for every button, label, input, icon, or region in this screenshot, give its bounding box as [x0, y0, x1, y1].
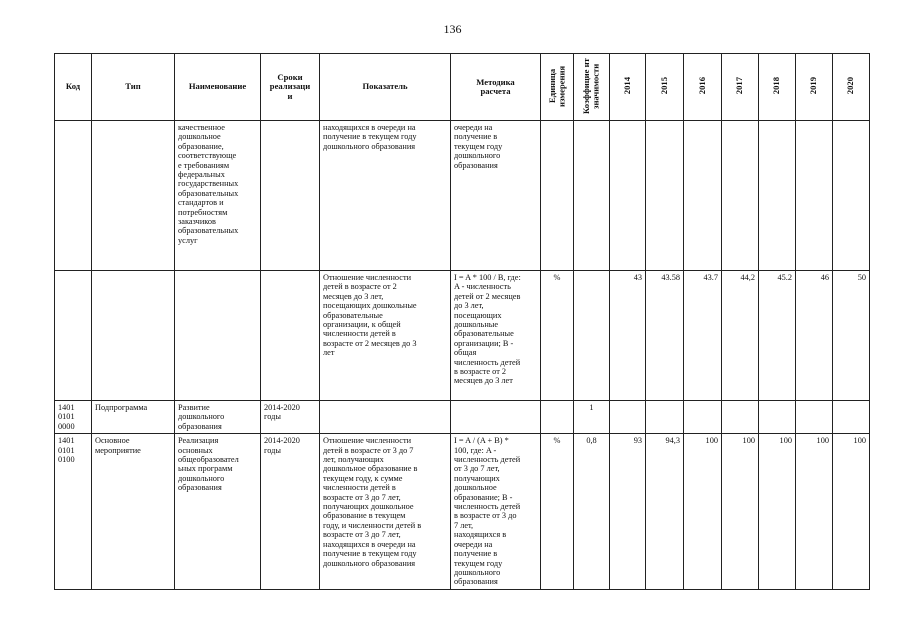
- cell-value: 46: [796, 271, 833, 401]
- cell-period: 2014-2020 годы: [261, 401, 320, 434]
- header-year: [759, 54, 796, 121]
- header-unit: [541, 54, 574, 121]
- cell-coef: 1: [574, 401, 610, 434]
- cell-value: 100: [759, 434, 796, 590]
- cell-value: 43: [610, 271, 646, 401]
- header-type: Тип: [92, 54, 175, 121]
- table-row: [55, 121, 870, 271]
- header-year-label: 2017: [734, 77, 745, 95]
- cell-value: [833, 121, 870, 271]
- cell-value: [610, 401, 646, 434]
- cell-value: [646, 121, 684, 271]
- cell-value: [796, 401, 833, 434]
- header-period: Сроки реализаци и: [261, 54, 320, 121]
- cell-name: Реализация основных общеобразовател ьных программ дошкольного образования: [175, 434, 261, 590]
- header-year-label: 2016: [696, 77, 707, 95]
- cell-unit: [541, 401, 574, 434]
- cell-value: [684, 121, 722, 271]
- cell-method: [451, 401, 541, 434]
- cell-method: I = A * 100 / B, где: A - численность детей от 2 месяцев до 3 лет, посещающих дошкольные образовательные организации; B - общая численность детей в возрасте от 2 месяцев до 3 лет: [451, 271, 541, 401]
- header-year: [833, 54, 870, 121]
- cell-type: Основное мероприятие: [92, 434, 175, 590]
- cell-coef: 0,8: [574, 434, 610, 590]
- page-number: 136: [443, 22, 462, 36]
- cell-coef: [574, 271, 610, 401]
- cell-value: [610, 121, 646, 271]
- cell-code: [55, 271, 92, 401]
- cell-unit: %: [541, 434, 574, 590]
- cell-unit: [541, 121, 574, 271]
- header-year-label: 2015: [658, 77, 669, 95]
- cell-code: 1401 0101 0000: [55, 401, 92, 434]
- cell-method: очереди на получение в текущем году дошкольного образования: [451, 121, 541, 271]
- cell-value: [722, 401, 759, 434]
- cell-value: 100: [722, 434, 759, 590]
- cell-value: [684, 401, 722, 434]
- table-row: [55, 434, 870, 590]
- cell-value: [722, 121, 759, 271]
- header-name: Наименование: [175, 54, 261, 121]
- cell-indicator: Отношение численности детей в возрасте от 2 месяцев до 3 лет, посещающих дошкольные образовательные организации, к общей численности детей в возрасте от 2 месяцев до 3 лет: [320, 271, 451, 401]
- header-year-label: 2019: [808, 77, 819, 95]
- cell-type: [92, 121, 175, 271]
- header-year-label: 2020: [845, 77, 856, 95]
- table-row: [55, 271, 870, 401]
- cell-code: 1401 0101 0100: [55, 434, 92, 590]
- cell-type: [92, 271, 175, 401]
- cell-value: 50: [833, 271, 870, 401]
- header-year: [646, 54, 684, 121]
- cell-value: 100: [833, 434, 870, 590]
- cell-period: [261, 271, 320, 401]
- cell-value: [796, 121, 833, 271]
- cell-name: Развитие дошкольного образования: [175, 401, 261, 434]
- cell-value: 44,2: [722, 271, 759, 401]
- cell-name: [175, 271, 261, 401]
- header-coef: [574, 54, 610, 121]
- cell-coef: [574, 121, 610, 271]
- header-year-label: 2014: [621, 77, 632, 95]
- header-year: [684, 54, 722, 121]
- cell-period: 2014-2020 годы: [261, 434, 320, 590]
- cell-value: [646, 401, 684, 434]
- cell-type: Подпрограмма: [92, 401, 175, 434]
- cell-value: 45.2: [759, 271, 796, 401]
- header-year: [722, 54, 759, 121]
- header-indicator: Показатель: [320, 54, 451, 121]
- cell-indicator: Отношение численности детей в возрасте от 3 до 7 лет, получающих дошкольное образование в текущем году, к сумме численности детей в возрасте от 3 до 7 лет, получающих дошкольное образование в текущем году, и численности детей в возрасте от 3 до 7 лет, находящихся в очереди на получение в текущем году дошкольного образования: [320, 434, 451, 590]
- header-row: [55, 54, 870, 121]
- cell-value: [759, 121, 796, 271]
- header-method: Методика расчета: [451, 54, 541, 121]
- cell-value: 43.58: [646, 271, 684, 401]
- table-row: [55, 401, 870, 434]
- cell-method: I = A / (A + B) * 100, где: A - численность детей от 3 до 7 лет, получающих дошкольное образование; B - численность детей в возрасте от 3 до 7 лет, находящихся в очереди на получение в текущем году дошкольного образования: [451, 434, 541, 590]
- header-code: Код: [55, 54, 92, 121]
- cell-value: [833, 401, 870, 434]
- cell-unit: %: [541, 271, 574, 401]
- cell-code: [55, 121, 92, 271]
- cell-value: 43.7: [684, 271, 722, 401]
- header-coef-label: Коэффицие нт значимости: [581, 57, 601, 114]
- cell-value: [759, 401, 796, 434]
- indicators-table: [54, 53, 870, 590]
- cell-period: [261, 121, 320, 271]
- header-year-label: 2018: [771, 77, 782, 95]
- cell-indicator: [320, 401, 451, 434]
- cell-value: 93: [610, 434, 646, 590]
- cell-name: качественное дошкольное образование, соответствующе е требованиям федеральных государственных образовательных стандартов и потребностям заказчиков образовательных услуг: [175, 121, 261, 271]
- cell-value: 100: [684, 434, 722, 590]
- cell-indicator: находящихся в очереди на получение в текущем году дошкольного образования: [320, 121, 451, 271]
- cell-value: 94,3: [646, 434, 684, 590]
- header-year: [796, 54, 833, 121]
- cell-value: 100: [796, 434, 833, 590]
- header-unit-label: Единица измерения: [546, 65, 566, 107]
- header-year: [610, 54, 646, 121]
